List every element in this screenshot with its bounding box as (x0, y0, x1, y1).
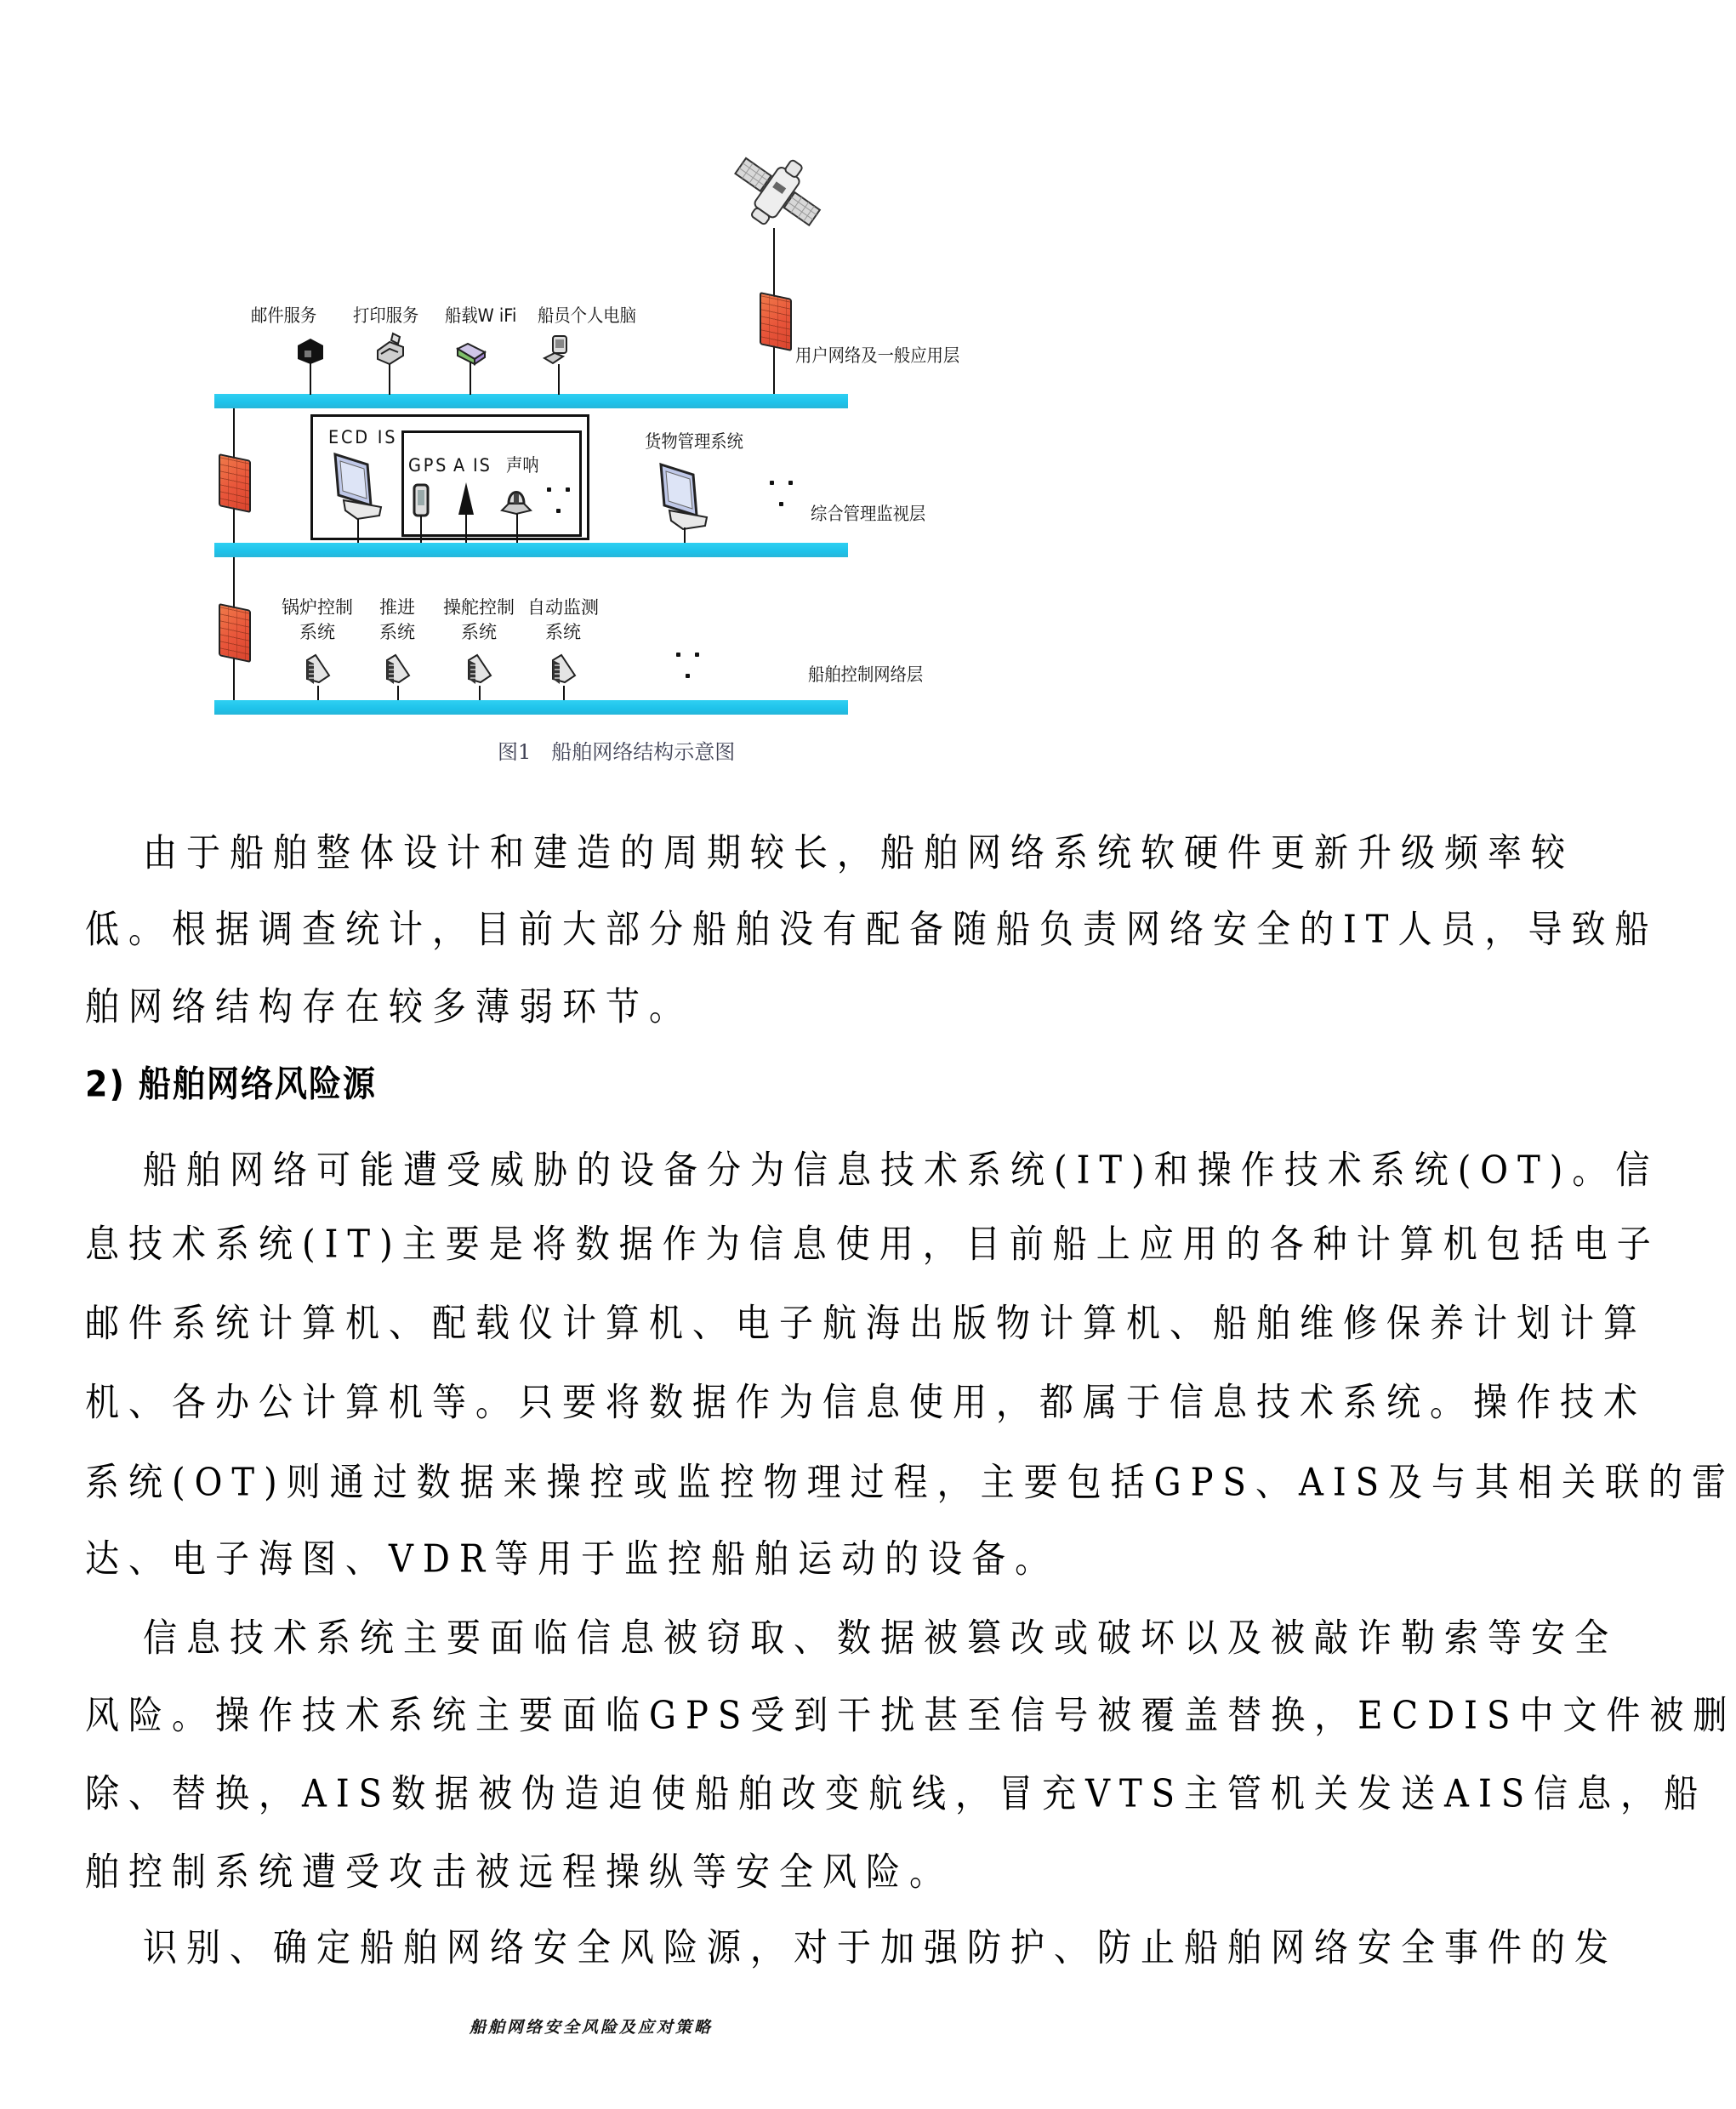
gps-device-icon (413, 483, 430, 517)
personal-computer-icon (543, 334, 573, 367)
control-node-label (432, 599, 526, 641)
ellipsis-dot (770, 481, 774, 485)
label-line: 系统 (545, 622, 581, 642)
paragraph-line: 低。根据调查统计，目前大部分船舶没有配备随船负责网络安全的IT人员，导致船 (85, 908, 1659, 952)
ellipsis-dot (676, 653, 680, 657)
link-line (397, 686, 399, 701)
controller-icon (384, 653, 413, 689)
layer-label-user: 用户网络及一般应用层 (795, 345, 960, 366)
label-line: 推进 (379, 597, 415, 618)
ellipsis-dot (556, 509, 561, 513)
control-node-label (359, 599, 435, 641)
node-label-print: 打印服务 (353, 305, 419, 326)
cargo-system-label: 货物管理系统 (645, 431, 743, 452)
link-line (470, 362, 471, 395)
link-line (465, 510, 467, 544)
controller-icon (549, 653, 578, 689)
paragraph-line: 风险。操作技术系统主要面临GPS受到干扰甚至信号被覆盖替换，ECDIS中文件被删 (85, 1694, 1736, 1738)
control-layer-bus (214, 700, 848, 715)
ellipsis-dot (566, 487, 570, 492)
printer-icon (374, 332, 407, 366)
sonar-label: 声呐 (506, 455, 539, 476)
ellipsis-dot (695, 653, 699, 657)
label-line: 自动监测 (527, 597, 599, 618)
node-label-crew-pc: 船员个人电脑 (538, 305, 636, 326)
firewall-icon (760, 292, 792, 351)
paragraph-line: 除、替换，AIS数据被伪造迫使船舶改变航线，冒充VTS主管机关发送AIS信息，船 (85, 1772, 1708, 1816)
page-footer-title: 船舶网络安全风险及应对策略 (469, 2018, 713, 2037)
mail-server-icon (294, 337, 327, 366)
ellipsis-dot (779, 502, 783, 506)
satellite-icon (730, 153, 823, 234)
label-line: 操舵控制 (443, 597, 515, 618)
link-line (420, 516, 422, 544)
ellipsis-dot (788, 481, 793, 485)
ellipsis-dot (686, 674, 690, 678)
ais-label: A IS (453, 455, 492, 476)
node-label-mail: 邮件服务 (251, 305, 317, 326)
cargo-monitor-icon (657, 461, 710, 531)
paragraph-line: 达、电子海图、VDR等用于监控船舶运动的设备。 (85, 1537, 1059, 1582)
label-line: 系统 (379, 622, 415, 642)
label-line: 系统 (461, 622, 497, 642)
paragraph-line: 信息技术系统主要面临信息被窃取、数据被篡改或破坏以及被敲诈勒索等安全 (143, 1616, 1618, 1661)
paragraph-line: 舶控制系统遭受攻击被远程操纵等安全风险。 (85, 1850, 953, 1895)
paragraph-line: 息技术系统(IT)主要是将数据作为信息使用，目前船上应用的各种计算机包括电子 (85, 1223, 1660, 1267)
link-line (684, 527, 686, 544)
gps-label: GPS (408, 455, 449, 476)
link-line (389, 364, 390, 395)
node-label-wifi: 船载W iFi (445, 305, 517, 326)
control-node-label (270, 599, 364, 641)
figure-caption: 图1 船舶网络结构示意图 (498, 740, 736, 764)
paragraph-line: 舶网络结构存在较多薄弱环节。 (85, 985, 692, 1029)
link-line (310, 362, 311, 395)
link-line (558, 364, 560, 395)
controller-icon (304, 653, 333, 689)
link-line (516, 514, 518, 544)
ellipsis-dot (547, 487, 551, 492)
section-heading: 2) 船舶网络风险源 (85, 1063, 378, 1105)
user-layer-bus (214, 394, 848, 408)
link-line (357, 519, 359, 544)
paragraph-line: 由于船舶整体设计和建造的周期较长，船舶网络系统软硬件更新升级频率较 (143, 831, 1574, 875)
paragraph-line: 邮件系统计算机、配载仪计算机、电子航海出版物计算机、船舶维修保养计划计算 (85, 1302, 1647, 1346)
link-line (563, 686, 565, 701)
label-line: 锅炉控制 (282, 597, 353, 618)
layer-label-management: 综合管理监视层 (811, 504, 926, 524)
layer-label-control: 船舶控制网络层 (808, 664, 924, 685)
paragraph-line: 系统(OT)则通过数据来操控或监控物理过程，主要包括GPS、AIS及与其相关联的雷 (85, 1461, 1736, 1505)
link-line (479, 686, 481, 701)
firewall-icon (219, 453, 251, 513)
wifi-router-icon (456, 340, 487, 366)
link-line (317, 686, 319, 701)
paragraph-line: 船舶网络可能遭受威胁的设备分为信息技术系统(IT)和操作技术系统(OT)。信 (143, 1149, 1659, 1193)
management-layer-bus (214, 543, 848, 557)
firewall-icon (219, 603, 251, 663)
ecdis-monitor-icon (332, 451, 384, 521)
control-node-label (516, 599, 610, 641)
controller-icon (465, 653, 494, 689)
ecdis-label: ECD IS (328, 427, 398, 447)
label-line: 系统 (299, 622, 335, 642)
paragraph-line: 识别、确定船舶网络安全风险源，对于加强防护、防止船舶网络安全事件的发 (143, 1926, 1618, 1970)
paragraph-line: 机、各办公计算机等。只要将数据作为信息使用，都属于信息技术系统。操作技术 (85, 1381, 1647, 1425)
sonar-icon (500, 485, 532, 517)
